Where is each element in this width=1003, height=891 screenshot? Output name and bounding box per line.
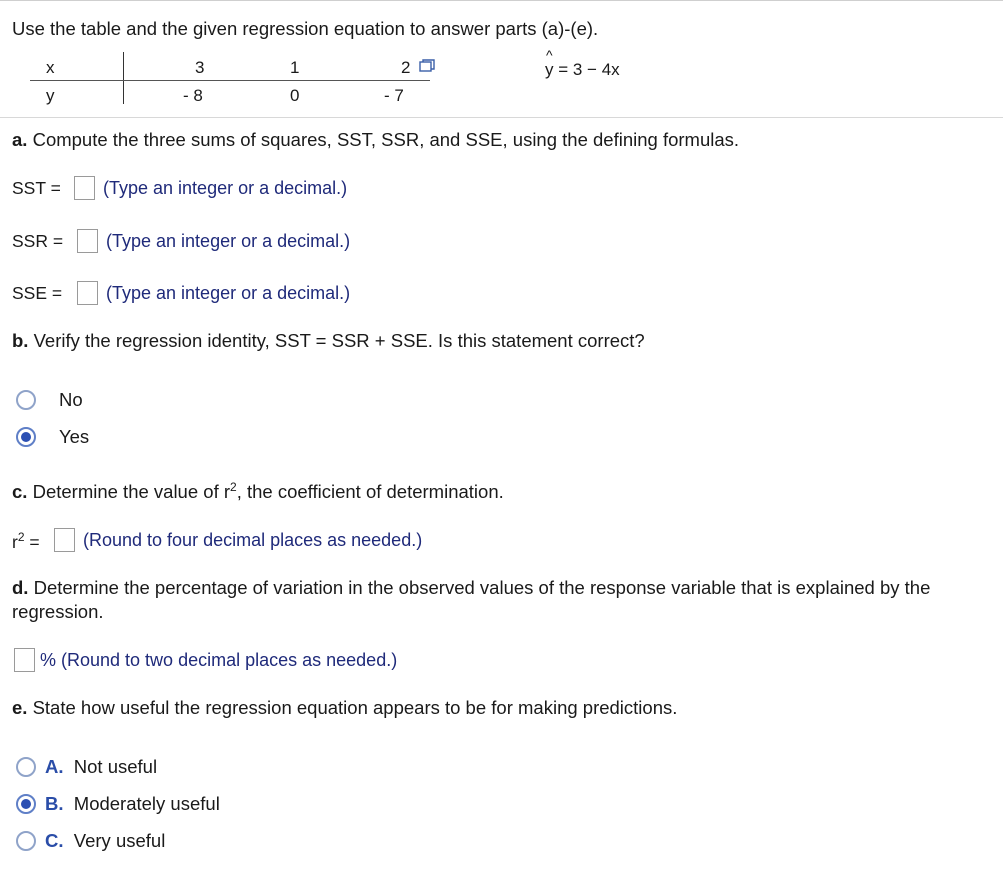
option-b xyxy=(45,793,220,815)
r-squared-label xyxy=(12,530,40,553)
part-e-question xyxy=(12,697,677,719)
table-vertical-rule xyxy=(123,52,124,104)
sst-input[interactable] xyxy=(74,176,95,200)
x-value-1: 3 xyxy=(195,58,205,77)
option-a-label: Not useful xyxy=(73,756,158,777)
part-d-letter: d. xyxy=(12,577,29,598)
equation-lhs: y xyxy=(545,60,554,79)
hat-mark: ^ xyxy=(546,47,553,63)
part-a-question xyxy=(12,129,739,151)
r-squared-input[interactable] xyxy=(54,528,75,552)
percentage-hint: % (Round to two decimal places as needed.) xyxy=(40,650,398,670)
radio-option-a[interactable] xyxy=(16,757,36,777)
option-a-letter: A. xyxy=(45,756,64,777)
part-e-letter: e. xyxy=(12,697,28,718)
sse-label: SSE = xyxy=(12,283,63,303)
y-value-2: 0 xyxy=(290,86,300,105)
regression-equation xyxy=(545,47,620,80)
sse-hint: (Type an integer or a decimal.) xyxy=(106,283,351,303)
part-c-letter: c. xyxy=(12,481,28,503)
option-c-letter: C. xyxy=(45,830,64,851)
radio-option-b[interactable] xyxy=(16,794,36,814)
copy-table-icon[interactable] xyxy=(419,59,435,73)
option-c xyxy=(45,830,165,852)
part-a-letter: a. xyxy=(12,129,28,150)
part-c-superscript: 2 xyxy=(230,480,237,494)
y-hat xyxy=(545,47,554,80)
sst-label: SST = xyxy=(12,178,61,198)
ssr-label: SSR = xyxy=(12,231,64,251)
x-value-2: 1 xyxy=(290,58,300,77)
radio-no[interactable] xyxy=(16,390,36,410)
option-a xyxy=(45,756,157,778)
option-b-letter: B. xyxy=(45,793,64,814)
radio-yes[interactable] xyxy=(16,427,36,447)
part-d-text-line1: Determine the percentage of variation in the observed values of the response variable that is explained by the xyxy=(28,577,931,598)
ssr-hint: (Type an integer or a decimal.) xyxy=(106,231,351,251)
r-squared-hint: (Round to four decimal places as needed.) xyxy=(83,530,423,550)
r-equals: = xyxy=(24,531,40,552)
sse-input[interactable] xyxy=(77,281,98,305)
option-b-label: Moderately useful xyxy=(73,793,220,814)
option-c-label: Very useful xyxy=(73,830,166,851)
instructions-text: Use the table and the given regression equation to answer parts (a)-(e). xyxy=(12,18,599,39)
x-value-3: 2 xyxy=(401,58,411,77)
part-c-text-after: , the coefficient of determination. xyxy=(236,481,504,503)
part-c-question xyxy=(12,480,504,503)
x-header: x xyxy=(46,58,55,77)
equation-rhs: = 3 − 4x xyxy=(553,60,620,79)
part-d-question xyxy=(12,577,930,599)
part-e-text: State how useful the regression equation appears to be for making predictions. xyxy=(27,697,678,718)
top-border xyxy=(0,0,1003,1)
option-yes-label: Yes xyxy=(59,426,90,447)
part-a-text: Compute the three sums of squares, SST, SSR, and SSE, using the defining formulas. xyxy=(27,129,740,150)
option-no-label: No xyxy=(59,389,83,410)
part-b-text: Verify the regression identity, SST = SSR + SSE. Is this statement correct? xyxy=(28,330,645,351)
part-c-text-before: Determine the value of r xyxy=(27,481,231,503)
part-b-letter: b. xyxy=(12,330,29,351)
radio-option-c[interactable] xyxy=(16,831,36,851)
r-letter: r xyxy=(12,531,18,552)
part-d-question-line2: regression. xyxy=(12,601,104,622)
section-divider xyxy=(0,117,1003,118)
table-horizontal-rule xyxy=(30,80,430,81)
r-superscript: 2 xyxy=(17,530,25,544)
part-b-question xyxy=(12,330,645,352)
percentage-input[interactable] xyxy=(14,648,35,672)
y-value-1: - 8 xyxy=(183,86,203,105)
sst-hint: (Type an integer or a decimal.) xyxy=(103,178,348,198)
ssr-input[interactable] xyxy=(77,229,98,253)
y-value-3: - 7 xyxy=(384,86,404,105)
y-header: y xyxy=(46,86,55,105)
